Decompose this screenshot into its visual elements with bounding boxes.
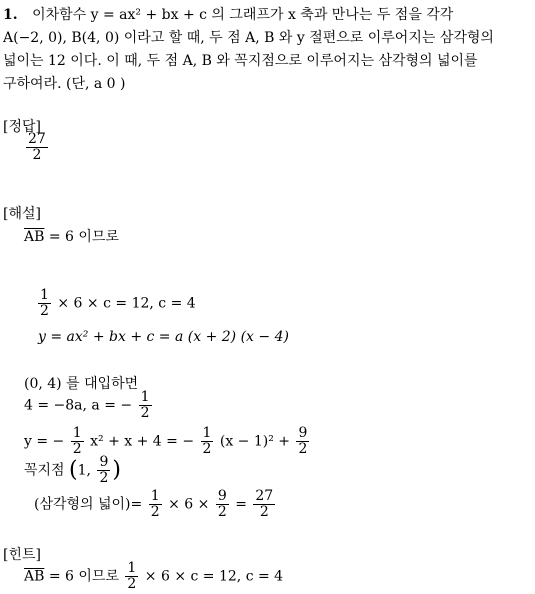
vertex-x: 1,: [77, 462, 91, 479]
answer-label: [정답]: [3, 119, 41, 135]
eq4-den-1: 2: [72, 441, 82, 457]
hint-tail: × 6 × c = 12, c = 4: [144, 568, 284, 585]
area-equals: =: [235, 496, 247, 513]
area-den-1: 2: [150, 504, 160, 520]
eq3-numerator: 1: [140, 389, 150, 405]
hint-rest: = 6 이므로: [44, 568, 119, 585]
ab-line-rest: = 6 이므로: [44, 229, 119, 245]
vertex-denominator: 2: [99, 470, 109, 486]
eq1-denominator: 2: [40, 303, 49, 319]
hint-label: [힌트]: [3, 547, 41, 563]
vertex-label: 꼭지점: [24, 462, 65, 479]
vertex-line: 꼭지점 (1, $\frac{9}{2}$ ): [24, 454, 121, 486]
hint-line: [24, 561, 283, 592]
area-label: (삼각형의 넓이)=: [34, 496, 143, 513]
area-line: [34, 489, 277, 520]
problem-text-1: 이차함수 y = ax² + bx + c 의 그래프가 x 축과 만나는 두 점을 각각: [32, 7, 454, 23]
explanation-label: [해설]: [3, 206, 41, 222]
answer-denominator: 2: [26, 147, 48, 163]
eq4-num-1: 1: [72, 425, 82, 441]
problem-line-4: 구하여라. (단, a 0 ): [3, 76, 126, 92]
vertex-numerator: 9: [99, 454, 109, 470]
hint-segment-ab: $\overline{AB}$: [24, 568, 45, 585]
eq1-rest: × 6 × c = 12, c = 4: [57, 295, 196, 312]
eq4-num-2: 1: [202, 425, 212, 441]
segment-ab: $\overline{AB}$: [24, 229, 45, 245]
eq4-mid-2: (x − 1)² +: [219, 433, 291, 450]
answer-value: [24, 132, 50, 163]
hint-denominator: 2: [127, 576, 137, 592]
hint-numerator: 1: [127, 560, 137, 576]
equation-2: y = ax² + bx + c = a (x + 2) (x − 4): [38, 329, 289, 345]
eq4-den-2: 2: [202, 441, 212, 457]
area-den-2: 2: [217, 504, 227, 520]
equation-4: [24, 426, 311, 457]
area-num-3: 27: [255, 488, 274, 504]
eq4-mid: x² + x + 4 = −: [90, 433, 195, 450]
eq1-numerator: 1: [40, 287, 49, 303]
problem-number: 1.: [3, 7, 18, 23]
eq3-left: 4 = −8a, a = −: [24, 397, 133, 414]
substitution-line: (0, 4) 를 대입하면: [24, 376, 139, 392]
eq4-left: y = −: [24, 433, 65, 450]
problem-line-3: 넓이는 12 이다. 이 때, 두 점 A, B 와 꼭지점으로 이루어지는 삼각형의 넓이를: [3, 53, 478, 69]
problem-line-1: [3, 4, 453, 24]
eq4-num-3: 9: [298, 425, 308, 441]
equation-1: [36, 288, 196, 319]
answer-numerator: 27: [28, 131, 46, 147]
equation-3: [24, 390, 154, 421]
problem-line-2: A(−2, 0), B(4, 0) 이라고 할 때, 두 점 A, B 와 y 절편으로 이루어지는 삼각형의: [3, 30, 494, 46]
area-den-3: 2: [253, 504, 275, 520]
area-num-2: 9: [217, 488, 227, 504]
eq4-den-3: 2: [298, 441, 308, 457]
eq3-denominator: 2: [140, 405, 150, 421]
area-num-1: 1: [150, 488, 160, 504]
explanation-ab-line: [24, 226, 119, 246]
area-mid: × 6 ×: [168, 496, 210, 513]
